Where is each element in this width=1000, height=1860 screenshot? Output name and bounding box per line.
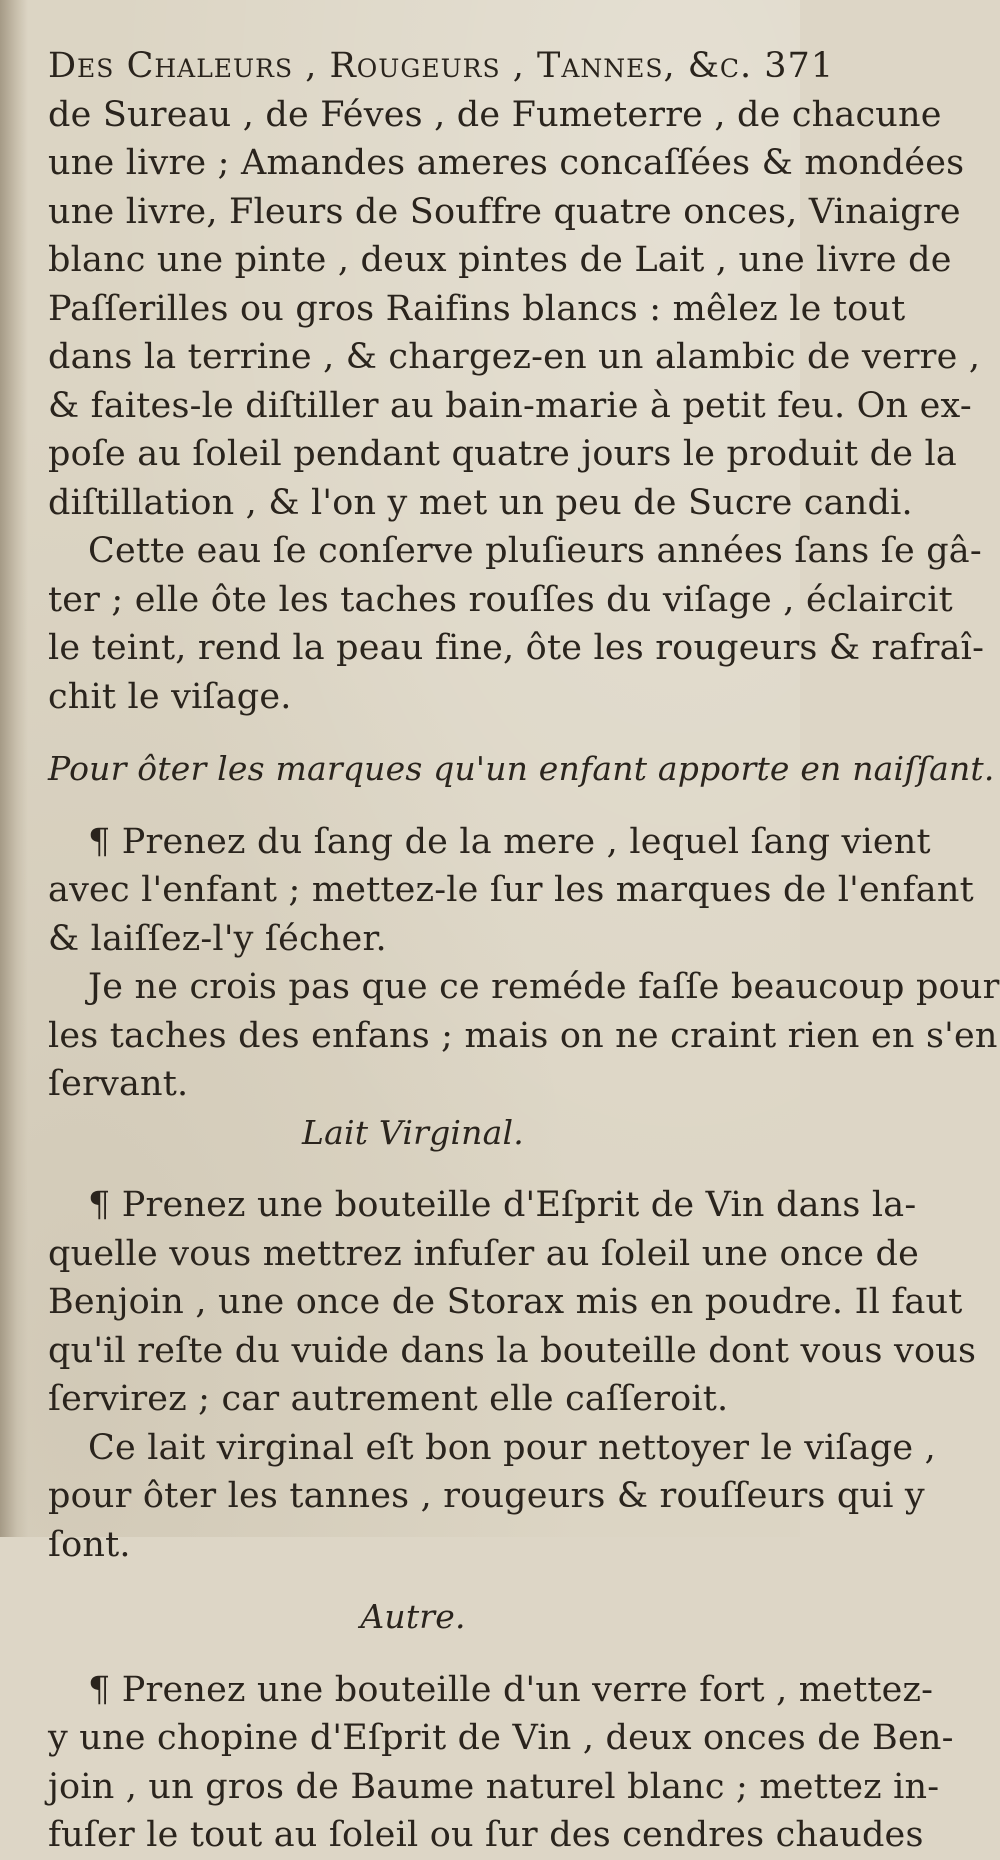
section-title: Autre. <box>360 1597 466 1636</box>
text-line: Benjoin , une once de Storax mis en poudre. Il faut <box>48 1282 963 1322</box>
text-line: Ce lait virginal eſt bon pour nettoyer le viſage , <box>88 1427 936 1468</box>
text-line: ¶ Prenez une bouteille d'Eſprit de Vin dans la- <box>88 1185 917 1225</box>
text-line: y une chopine d'Eſprit de Vin , deux onces de Ben- <box>48 1718 954 1758</box>
text-line: qu'il reſte du vuide dans la bouteille dont vous vous <box>48 1330 977 1371</box>
text-line: dans la terrine , & chargez-en un alambic de verre , <box>48 337 981 377</box>
text-line: avec l'enfant ; mettez-le ſur les marques de l'enfant <box>48 870 974 910</box>
text-line: ſervant. <box>48 1064 189 1104</box>
text-line: ¶ Prenez du ſang de la mere , lequel ſang vient <box>88 821 931 862</box>
text-line: pour ôter les tannes , rougeurs & rouſſeurs qui y <box>48 1476 925 1516</box>
text-line: poſe au ſoleil pendant quatre jours le produit de la <box>48 434 957 474</box>
text-line: ſervirez ; car autrement elle caſſeroit. <box>48 1379 729 1419</box>
text-line: chit le viſage. <box>48 676 292 717</box>
page-text <box>48 42 1000 1860</box>
text-line: fuſer le tout au ſoleil ou ſur des cendres chaudes <box>48 1815 924 1855</box>
text-line: quelle vous mettrez infuſer au ſoleil une once de <box>48 1233 920 1274</box>
text-line: Paſſerilles ou gros Raifins blancs : mêlez le tout <box>48 288 906 329</box>
text-line: blanc une pinte , deux pintes de Lait , une livre de <box>48 240 952 280</box>
text-line: & faites-le diſtiller au bain-marie à petit feu. On ex- <box>48 385 972 426</box>
text-line: diſtillation , & l'on y met un peu de Sucre candi. <box>48 482 913 523</box>
text-line: & laiſſez-l'y ſécher. <box>48 918 387 959</box>
text-line: les taches des enfans ; mais on ne craint rien en s'en <box>48 1015 998 1056</box>
section-title: Pour ôter les marques qu'un enfant apporte en naiſſant. <box>48 749 995 788</box>
text-line: ter ; elle ôte les taches rouſſes du viſage , éclaircit <box>48 579 953 620</box>
text-line: le teint, rend la peau fine, ôte les rougeurs & rafraî- <box>48 628 985 668</box>
text-line: Je ne crois pas que ce reméde faſſe beaucoup pour <box>88 967 1000 1007</box>
text-line: Cette eau ſe conſerve pluſieurs années ſans ſe gâ- <box>88 531 982 571</box>
text-line: ſont. <box>48 1524 131 1565</box>
text-line: une livre, Fleurs de Souffre quatre onces, Vinaigre <box>48 191 961 232</box>
text-line: join , un gros de Baume naturel blanc ; mettez in- <box>48 1766 940 1807</box>
text-line: de Sureau , de Féves , de Fumeterre , de chacune <box>48 94 942 135</box>
page-gutter-shadow <box>0 0 28 1537</box>
text-line: une livre ; Amandes ameres concaſſées & mondées <box>48 143 965 183</box>
section-title: Lait Virginal. <box>302 1112 524 1152</box>
text-line: ¶ Prenez une bouteille d'un verre fort , mettez- <box>88 1669 934 1710</box>
running-header: Des Chaleurs , Rougeurs , Tannes, &c. 371 <box>48 46 835 86</box>
